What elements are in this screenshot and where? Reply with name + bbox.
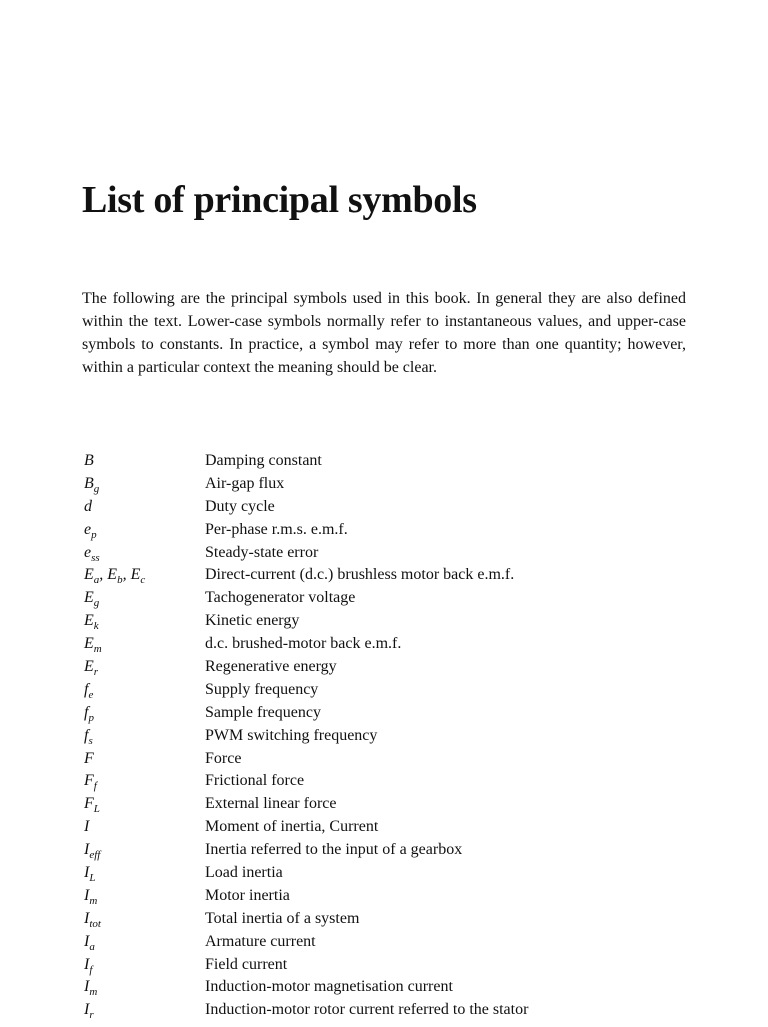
symbol-description: Kinetic energy bbox=[205, 612, 300, 630]
symbol-subscript: r bbox=[89, 1009, 94, 1022]
symbol-base: I bbox=[84, 932, 90, 950]
symbol-base: f bbox=[84, 726, 89, 744]
symbol-description: Load inertia bbox=[205, 864, 283, 882]
symbol-base: I bbox=[84, 841, 90, 859]
symbol-base: , E bbox=[99, 566, 118, 584]
symbol-row bbox=[84, 450, 684, 473]
symbol-description: Frictional force bbox=[205, 772, 305, 790]
symbol-subscript: e bbox=[88, 689, 94, 702]
symbol-base: f bbox=[84, 680, 89, 698]
symbol-subscript: tot bbox=[89, 918, 101, 930]
symbol-base: d bbox=[84, 497, 92, 515]
symbol-row bbox=[84, 679, 684, 702]
symbol-subscript: b bbox=[117, 574, 123, 587]
symbol-description: Motor inertia bbox=[205, 886, 290, 904]
symbol-row bbox=[84, 885, 684, 908]
symbol-description: Armature current bbox=[205, 932, 316, 950]
symbol-row bbox=[84, 976, 684, 999]
symbol-description: PWM switching frequency bbox=[205, 726, 378, 744]
symbol-list bbox=[84, 450, 684, 1022]
symbol-description: Force bbox=[205, 749, 242, 767]
symbol-base: , E bbox=[122, 566, 141, 584]
symbol-subscript: L bbox=[89, 872, 96, 885]
symbol-subscript: a bbox=[89, 940, 95, 953]
symbol-row bbox=[84, 931, 684, 954]
intro-paragraph: The following are the principal symbols used in this book. In general they are also defined within the text. Lower-case symbols normally refer to instantaneous values, and upper-case symbols to constants. In practice, a symbol may refer to more than one quantity; however, within a particular context the meaning should be clear. bbox=[82, 290, 686, 376]
symbol-row bbox=[84, 702, 684, 725]
symbol-description: Sample frequency bbox=[205, 703, 321, 721]
symbol-base: e bbox=[84, 520, 92, 538]
symbol-description: Steady-state error bbox=[205, 543, 319, 561]
symbol-row bbox=[84, 656, 684, 679]
symbol-subscript: g bbox=[93, 483, 100, 496]
symbol-subscript: a bbox=[93, 574, 100, 587]
symbol-base: B bbox=[84, 452, 94, 469]
symbol-base: I bbox=[84, 1001, 90, 1019]
symbol-description: Regenerative energy bbox=[205, 658, 337, 676]
symbol-description: Moment of inertia, Current bbox=[205, 818, 379, 836]
symbol-row bbox=[84, 542, 684, 565]
symbol-subscript: f bbox=[89, 963, 93, 976]
symbol-description: Per-phase r.m.s. e.m.f. bbox=[205, 520, 348, 538]
symbol-subscript: g bbox=[93, 597, 100, 610]
symbol-base: E bbox=[84, 566, 94, 584]
symbol-subscript: r bbox=[93, 666, 99, 679]
symbol-base: E bbox=[84, 658, 94, 676]
symbol-row bbox=[84, 839, 684, 862]
symbol bbox=[84, 748, 205, 771]
symbol-base: I bbox=[84, 818, 90, 836]
symbol-subscript: c bbox=[140, 574, 146, 587]
symbol-row bbox=[84, 633, 684, 656]
symbol-subscript: p bbox=[91, 528, 97, 541]
symbol bbox=[84, 999, 205, 1027]
symbol-base: F bbox=[84, 749, 94, 767]
symbol-base: I bbox=[84, 886, 90, 904]
symbol-subscript: f bbox=[93, 780, 97, 793]
symbol-description: Inertia referred to the input of a gearbox bbox=[205, 841, 463, 859]
symbol-base: I bbox=[84, 864, 90, 882]
symbol-base: E bbox=[84, 589, 94, 607]
symbol-base: E bbox=[84, 635, 94, 653]
symbol-description: Air-gap flux bbox=[205, 474, 285, 492]
symbol-subscript: k bbox=[93, 620, 99, 633]
symbol-description: Total inertia of a system bbox=[205, 909, 360, 927]
symbol-row bbox=[84, 496, 684, 519]
symbol-description: d.c. brushed-motor back e.m.f. bbox=[205, 635, 402, 653]
symbol-base: I bbox=[84, 955, 90, 973]
symbol-base: f bbox=[84, 703, 89, 721]
symbol-row bbox=[84, 816, 684, 839]
symbol-description: Induction-motor magnetisation current bbox=[205, 978, 453, 996]
symbol-base: e bbox=[84, 543, 92, 561]
symbol-subscript: eff bbox=[89, 849, 101, 862]
symbol-base: F bbox=[84, 772, 94, 790]
symbol-row bbox=[84, 793, 684, 816]
symbol-subscript: m bbox=[93, 643, 102, 656]
symbol-description: Supply frequency bbox=[205, 680, 319, 698]
symbol-row bbox=[84, 999, 684, 1022]
symbol-subscript: L bbox=[93, 803, 100, 816]
symbol-base: B bbox=[84, 474, 94, 492]
symbol-row bbox=[84, 519, 684, 542]
symbol bbox=[84, 450, 205, 473]
symbol-base: I bbox=[84, 978, 90, 996]
symbol-row bbox=[84, 564, 684, 587]
symbol-row bbox=[84, 748, 684, 771]
symbol-subscript: p bbox=[88, 711, 94, 724]
symbol-subscript: s bbox=[88, 734, 93, 747]
symbol-description: Direct-current (d.c.) brushless motor back e.m.f. bbox=[205, 566, 515, 584]
symbol-row bbox=[84, 473, 684, 496]
symbol-description: Duty cycle bbox=[205, 497, 275, 515]
symbol-row bbox=[84, 587, 684, 610]
symbol-description: Damping constant bbox=[205, 452, 322, 469]
symbol bbox=[84, 816, 205, 839]
symbol-subscript: m bbox=[89, 986, 98, 999]
symbol-description: Tachogenerator voltage bbox=[205, 589, 356, 607]
symbol bbox=[84, 496, 205, 519]
symbol-base: F bbox=[84, 795, 94, 813]
symbol-row bbox=[84, 770, 684, 793]
symbol-base: I bbox=[84, 909, 90, 927]
symbol-description: External linear force bbox=[205, 795, 337, 813]
symbol-description: Field current bbox=[205, 955, 288, 973]
page-title: List of principal symbols bbox=[82, 179, 477, 221]
symbol-subscript: m bbox=[89, 895, 98, 908]
symbol-base: E bbox=[84, 612, 94, 630]
symbol-description: Induction-motor rotor current referred to the stator bbox=[205, 1001, 529, 1019]
symbol-row bbox=[84, 862, 684, 885]
symbol-row bbox=[84, 954, 684, 977]
symbol-row bbox=[84, 725, 684, 748]
symbol-row bbox=[84, 610, 684, 633]
symbol-subscript: ss bbox=[91, 551, 100, 564]
symbol-row bbox=[84, 908, 684, 931]
